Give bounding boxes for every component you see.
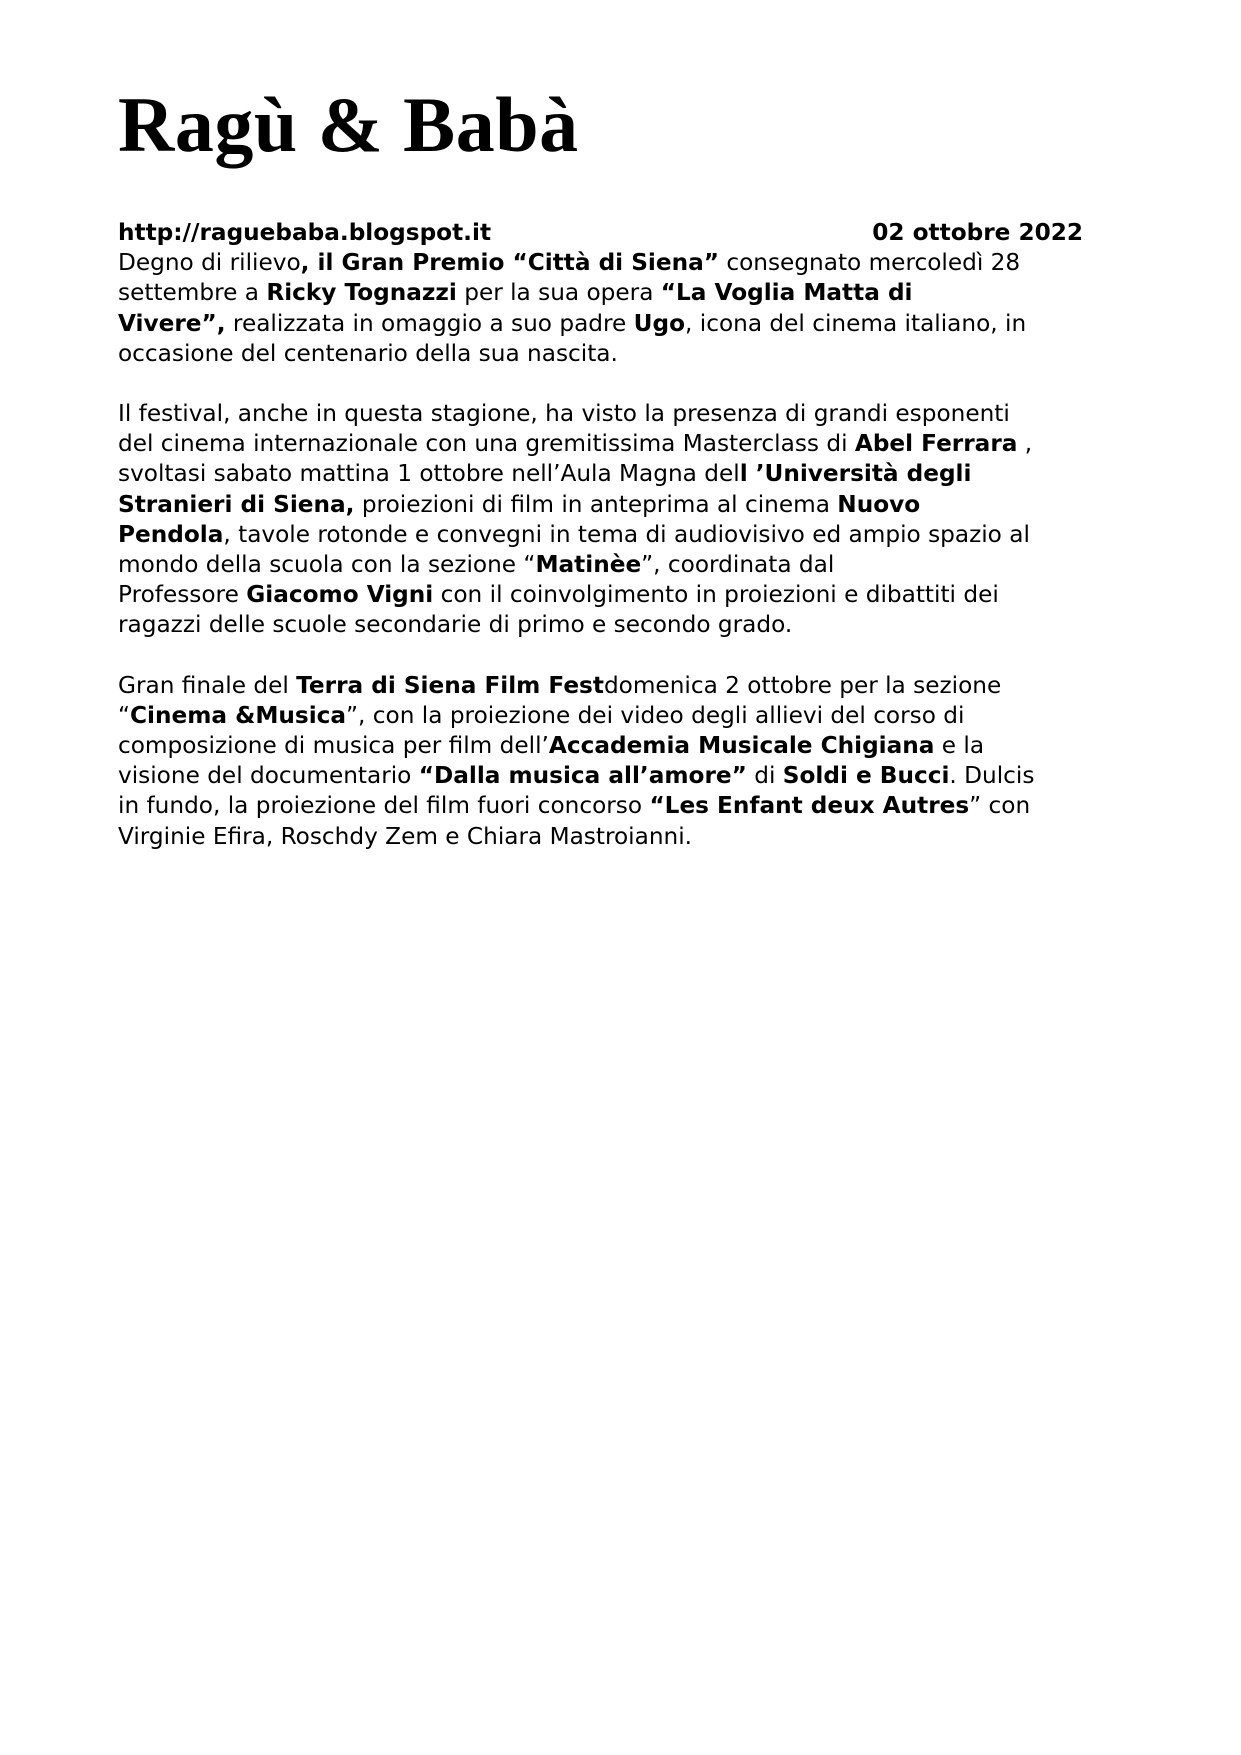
bold-text-run: Matinèe — [535, 551, 642, 579]
paragraph-2 — [118, 399, 1133, 641]
text-run: Virginie Efira, Roschdy Zem e Chiara Mastroianni. — [118, 822, 693, 850]
text-run: ”, coordinata dal — [641, 551, 835, 579]
masthead-title: Ragù & Babà — [118, 81, 579, 168]
text-run: Gran finale del — [118, 671, 297, 699]
paragraph-gap — [118, 369, 1133, 399]
bold-text-run: Ricky Tognazzi — [266, 279, 457, 307]
text-run: Il festival, anche in questa stagione, ha visto la presenza di grandi esponenti — [118, 400, 1010, 428]
bold-text-run: Ugo — [633, 309, 686, 337]
text-run: mondo della scuola con la sezione “ — [118, 551, 536, 579]
meta-line — [118, 218, 1083, 248]
text-run: per la sua opera — [456, 279, 661, 307]
text-run: Degno di rilievo — [118, 249, 301, 277]
bold-text-run: , il Gran Premio “Città di Siena” — [300, 249, 719, 277]
text-run: di — [746, 762, 783, 790]
article-date: 02 ottobre 2022 — [872, 219, 1083, 246]
text-run: e la — [934, 732, 985, 760]
text-run: , — [1017, 430, 1033, 458]
bold-text-run: Stranieri di Siena, — [118, 490, 355, 518]
text-run: . Dulcis — [949, 762, 1035, 790]
text-run: , icona del cinema italiano, in — [685, 309, 1027, 337]
text-run: settembre a — [118, 279, 267, 307]
text-run: ”, con la proiezione dei video degli allievi del corso di — [346, 701, 965, 729]
paragraph-gap — [118, 641, 1133, 671]
bold-text-run: Pendola — [118, 520, 224, 548]
bold-text-run: Nuovo — [837, 490, 921, 518]
paragraph-1 — [118, 248, 1133, 369]
text-run: “ — [118, 701, 131, 729]
text-run: occasione del centenario della sua nascita. — [118, 339, 618, 367]
bold-text-run: “Les Enfant deux Autres — [649, 792, 970, 820]
bold-text-run: Abel Ferrara — [854, 430, 1018, 458]
article-body — [118, 218, 1133, 852]
text-run: ” con — [969, 792, 1031, 820]
text-run: composizione di musica per film dell’ — [118, 732, 549, 760]
bold-text-run: Terra di Siena Film Fest — [296, 671, 604, 699]
text-run: visione del documentario — [118, 762, 419, 790]
text-run: svoltasi sabato mattina 1 ottobre nell’Aula Magna del — [118, 460, 740, 488]
paragraph-3 — [118, 671, 1133, 852]
text-run: proiezioni di film in anteprima al cinema — [354, 490, 838, 518]
bold-text-run: Accademia Musicale Chigiana — [548, 732, 935, 760]
text-run: Professore — [118, 581, 247, 609]
text-run: con il coinvolgimento in proiezioni e dibattiti dei — [433, 581, 999, 609]
bold-text-run: “Dalla musica all’amore” — [418, 762, 747, 790]
text-run: consegnato mercoledì 28 — [718, 249, 1021, 277]
bold-text-run: Cinema &Musica — [130, 701, 347, 729]
text-run: realizzata in omaggio a suo padre — [225, 309, 634, 337]
bold-text-run: Vivere”, — [118, 309, 226, 337]
bold-text-run: Soldi e Bucci — [782, 762, 950, 790]
bold-text-run: Giacomo Vigni — [246, 581, 434, 609]
blog-url: http://raguebaba.blogspot.it — [118, 219, 492, 246]
text-run: in fundo, la proiezione del film fuori concorso — [118, 792, 650, 820]
text-run: del cinema internazionale con una gremitissima Masterclass di — [118, 430, 855, 458]
bold-text-run: “La Voglia Matta di — [660, 279, 913, 307]
bold-text-run: l ’Università degli — [739, 460, 972, 488]
text-run: ragazzi delle scuole secondarie di primo e secondo grado. — [118, 611, 793, 639]
text-run: domenica 2 ottobre per la sezione — [603, 671, 1002, 699]
text-run: , tavole rotonde e convegni in tema di audiovisivo ed ampio spazio al — [223, 520, 1030, 548]
